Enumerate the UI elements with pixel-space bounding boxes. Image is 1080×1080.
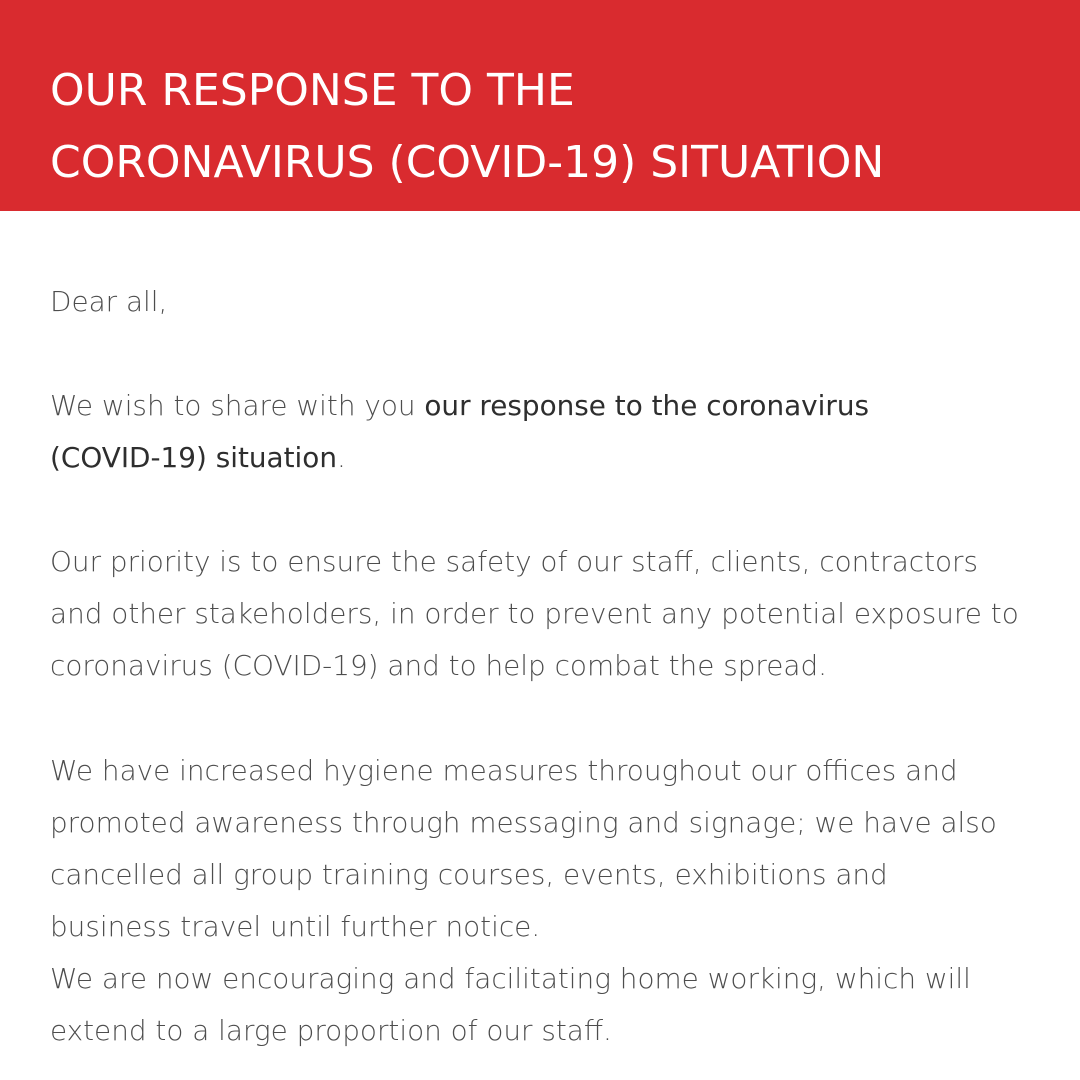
priority-line-1: Our priority is to ensure the safety of our staff, clients, contractors <box>50 545 979 578</box>
intro-emphasis-1: our response to the coronavirus <box>424 389 870 422</box>
measures-line-4: business travel until further notice. <box>50 910 541 943</box>
measures-line-1: We have increased hygiene measures throughout our offices and <box>50 754 958 787</box>
measures-line-3: cancelled all group training courses, events, exhibitions and <box>50 858 888 891</box>
measures-paragraph <box>50 745 1060 1057</box>
title-banner <box>0 0 1080 211</box>
intro-line-1 <box>50 380 1055 432</box>
intro-line-2 <box>50 432 1055 484</box>
title-line-1: OUR RESPONSE TO THE <box>50 65 575 116</box>
measures-line-2: promoted awareness through messaging and signage; we have also <box>50 806 997 839</box>
intro-prefix: We wish to share with you <box>50 389 425 422</box>
greeting-paragraph <box>50 276 1060 328</box>
measures-line-5: We are now encouraging and facilitating home working, which will <box>50 962 971 995</box>
intro-emphasis-2: (COVID-19) situation <box>50 441 337 474</box>
intro-suffix: . <box>336 441 346 474</box>
measures-line-6: extend to a large proportion of our staff. <box>50 1014 612 1047</box>
title-line-2: CORONAVIRUS (COVID-19) SITUATION <box>50 137 885 188</box>
greeting-text: Dear all, <box>50 285 168 318</box>
intro-paragraph <box>50 380 1060 484</box>
priority-line-3: coronavirus (COVID-19) and to help combat the spread. <box>50 649 828 682</box>
priority-paragraph <box>50 536 1060 692</box>
priority-line-2: and other stakeholders, in order to prevent any potential exposure to <box>50 597 1019 630</box>
